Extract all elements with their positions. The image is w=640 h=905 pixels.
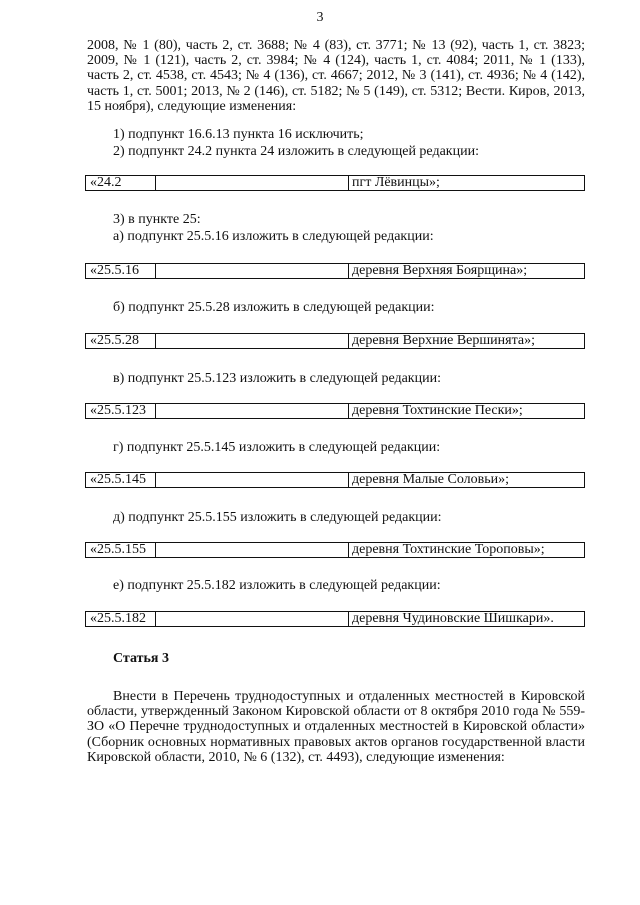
row-spacer-cell <box>156 543 349 557</box>
row-spacer-cell <box>156 176 349 190</box>
row-name: деревня Тохтинские Пески»; <box>352 403 523 418</box>
row-code: «25.5.182 <box>86 612 156 626</box>
row-name: деревня Верхние Вершинята»; <box>352 333 535 348</box>
table-row <box>85 263 585 279</box>
row-code: «25.5.145 <box>86 473 156 487</box>
item-b-heading: б) подпункт 25.5.28 изложить в следующей редакции: <box>113 300 435 315</box>
item-a-heading: а) подпункт 25.5.16 изложить в следующей редакции: <box>113 229 434 244</box>
row-spacer-cell <box>156 264 349 278</box>
item-d-heading: д) подпункт 25.5.155 изложить в следующей редакции: <box>113 510 442 525</box>
table-row <box>85 403 585 419</box>
article-paragraph: Внести в Перечень труднодоступных и отдаленных местностей в Кировской области, утвержденный Законом Кировской области от 8 октября 2010 года № 559-ЗО «О Перечне труднодоступных и отдаленных местностей в Кировской области» (Сборник основных нормативных правовых актов органов государственной власти Кировской области, 2010, № 6 (132), ст. 4493), следующие изменения: <box>87 689 585 765</box>
table-row <box>85 472 585 488</box>
item-delete-16-6-13: 1) подпункт 16.6.13 пункта 16 исключить; <box>113 127 364 142</box>
item-point-25: 3) в пункте 25: <box>113 212 201 227</box>
article-heading: Статья 3 <box>113 651 169 666</box>
table-row <box>85 611 585 627</box>
item-e-heading: е) подпункт 25.5.182 изложить в следующей редакции: <box>113 578 441 593</box>
row-name: пгт Лёвинцы»; <box>352 175 440 190</box>
row-name: деревня Тохтинские Тороповы»; <box>352 542 545 557</box>
page-number: 3 <box>316 10 324 25</box>
row-name: деревня Малые Соловьи»; <box>352 472 510 487</box>
row-spacer-cell <box>156 404 349 418</box>
row-name: деревня Верхняя Боярщина»; <box>352 263 528 278</box>
row-code: «25.5.28 <box>86 334 156 348</box>
row-spacer-cell <box>156 473 349 487</box>
item-24-2-heading: 2) подпункт 24.2 пункта 24 изложить в следующей редакции: <box>113 144 479 159</box>
table-row <box>85 542 585 558</box>
item-g-heading: г) подпункт 25.5.145 изложить в следующей редакции: <box>113 440 441 455</box>
row-name: деревня Чудиновские Шишкари». <box>352 611 554 626</box>
intro-paragraph: 2008, № 1 (80), часть 2, ст. 3688; № 4 (83), ст. 3771; № 13 (92), часть 1, ст. 3823; 2009, № 1 (121), часть 2, ст. 3984; № 4 (124), часть 1, ст. 4084; 2011, № 1 (133), часть 2, ст. 4538, ст. 4543; № 4 (136), ст. 4667; 2012, № 3 (141), ст. 4936; № 4 (142), часть 1, ст. 5001; 2013, № 2 (146), ст. 5182; № 5 (149), ст. 5312; Вести. Киров, 2013, 15 ноября), следующие изменения: <box>87 38 585 114</box>
row-spacer-cell <box>156 334 349 348</box>
table-row <box>85 175 585 191</box>
row-code: «25.5.16 <box>86 264 156 278</box>
table-row <box>85 333 585 349</box>
row-spacer-cell <box>156 612 349 626</box>
row-code: «25.5.123 <box>86 404 156 418</box>
row-code: «25.5.155 <box>86 543 156 557</box>
row-code: «24.2 <box>86 176 156 190</box>
item-v-heading: в) подпункт 25.5.123 изложить в следующей редакции: <box>113 371 441 386</box>
